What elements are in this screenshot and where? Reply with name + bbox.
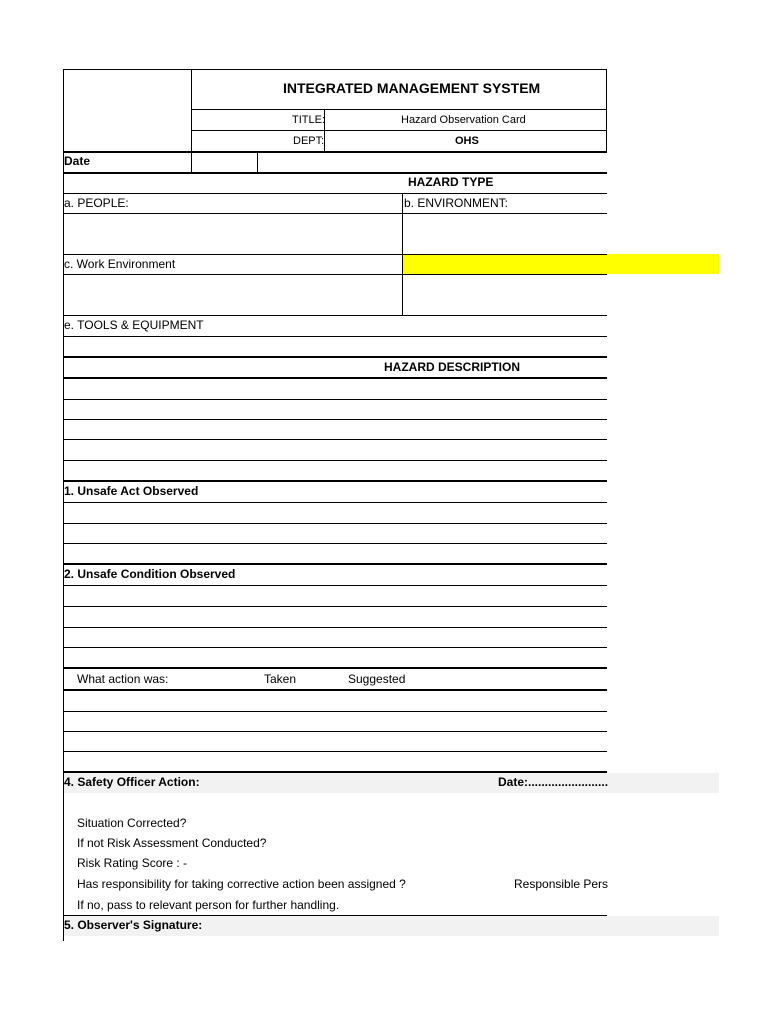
environment-label: b. ENVIRONMENT: xyxy=(404,196,509,210)
dept-value: OHS xyxy=(455,135,479,147)
work-environment-label: c. Work Environment xyxy=(64,257,176,271)
risk-rating-line: Risk Rating Score : - xyxy=(77,856,188,870)
situation-corrected-line: Situation Corrected? xyxy=(77,816,187,830)
action-suggested: Suggested xyxy=(348,672,406,686)
highlight-cell xyxy=(403,254,719,274)
date-label: Date xyxy=(64,154,91,168)
unsafe-condition-heading: 2. Unsafe Condition Observed xyxy=(64,567,236,581)
title-label: TITLE: xyxy=(292,114,326,126)
dept-label: DEPT: xyxy=(293,135,325,147)
logo-divider xyxy=(191,69,192,173)
further-handling-line: If no, pass to relevant person for further handling. xyxy=(77,898,340,912)
safety-officer-heading: 4. Safety Officer Action: xyxy=(64,775,200,789)
action-taken: Taken xyxy=(264,672,297,686)
hazard-description-heading: HAZARD DESCRIPTION xyxy=(384,360,521,374)
title-value: Hazard Observation Card xyxy=(401,114,526,126)
responsibility-line: Has responsibility for taking corrective action been assigned ? xyxy=(77,877,406,891)
tools-label: e. TOOLS & EQUIPMENT xyxy=(64,318,204,332)
observer-signature-heading: 5. Observer's Signature: xyxy=(64,918,203,932)
responsible-person-label: Responsible Pers xyxy=(514,877,609,891)
safety-officer-date: Date:........................ xyxy=(498,775,609,789)
risk-assessment-line: If not Risk Assessment Conducted? xyxy=(77,836,267,850)
system-title: INTEGRATED MANAGEMENT SYSTEM xyxy=(283,80,541,96)
action-label: What action was: xyxy=(77,672,169,686)
hazard-type-heading: HAZARD TYPE xyxy=(408,175,494,189)
unsafe-act-heading: 1. Unsafe Act Observed xyxy=(64,484,199,498)
people-label: a. PEOPLE: xyxy=(64,196,129,210)
